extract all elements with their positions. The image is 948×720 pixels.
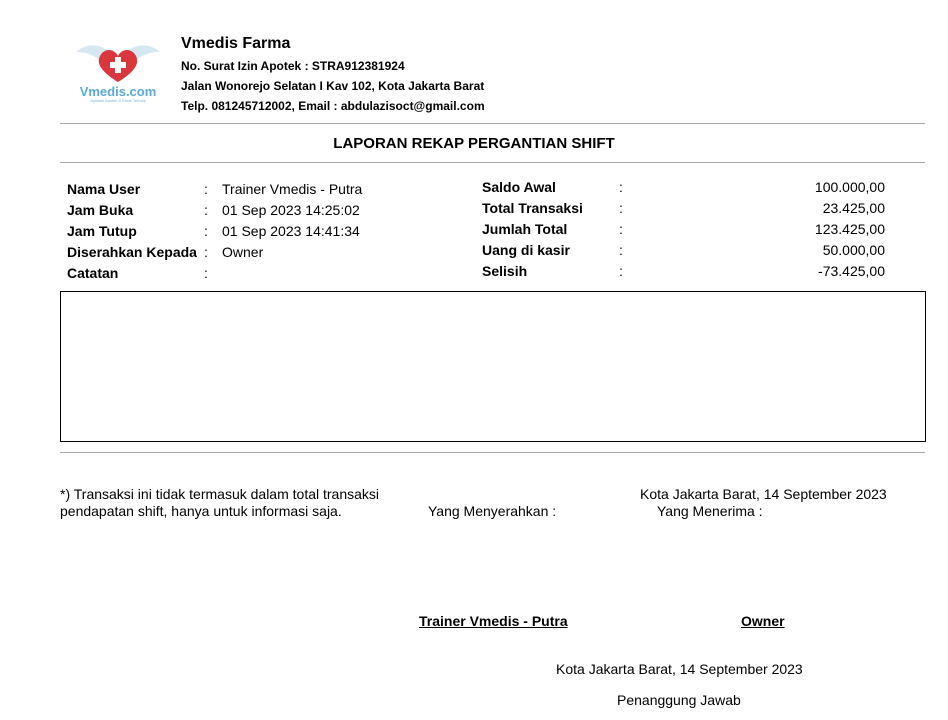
field-colon: : (619, 263, 623, 279)
handover-label: Yang Menyerahkan : (428, 503, 557, 519)
handover-signature-name: Trainer Vmedis - Putra (419, 613, 568, 629)
logo-text: Vmedis.com (79, 84, 157, 99)
field-value-jumlah-total: 123.425,00 (814, 221, 885, 237)
field-label-saldo-awal: Saldo Awal (482, 179, 556, 195)
report-title: LAPORAN REKAP PERGANTIAN SHIFT (333, 135, 615, 152)
header-divider (60, 123, 925, 124)
field-value-uang-di-kasir: 50.000,00 (822, 242, 885, 258)
notes-box (60, 291, 926, 442)
field-colon: : (619, 179, 623, 195)
field-value-jam-buka: 01 Sep 2023 14:25:02 (222, 202, 360, 218)
place-date-2: Kota Jakarta Barat, 14 September 2023 (556, 661, 803, 677)
field-value-selisih: -73.425,00 (818, 263, 885, 279)
field-colon: : (619, 200, 623, 216)
field-value-diserahkan-kepada: Owner (222, 244, 264, 260)
license-number: No. Surat Izin Apotek : STRA912381924 (181, 59, 405, 73)
field-colon: : (204, 202, 208, 218)
title-divider (60, 162, 925, 163)
field-label-jam-tutup: Jam Tutup (67, 223, 137, 239)
footnote-line-1: *) Transaksi ini tidak termasuk dalam total transaksi (60, 486, 380, 502)
footer-divider (60, 452, 925, 453)
company-address: Jalan Wonorejo Selatan I Kav 102, Kota Jakarta Barat (181, 79, 485, 93)
field-value-saldo-awal: 100.000,00 (814, 179, 885, 195)
field-label-catatan: Catatan (67, 265, 119, 281)
field-colon: : (619, 221, 623, 237)
company-name: Vmedis Farma (181, 35, 291, 52)
field-label-selisih: Selisih (482, 263, 528, 279)
field-value-jam-tutup: 01 Sep 2023 14:41:34 (222, 223, 360, 239)
field-colon: : (619, 242, 623, 258)
field-colon: : (204, 223, 208, 239)
footnote-line-2: pendapatan shift, hanya untuk informasi saja. (60, 503, 342, 519)
company-contact: Telp. 081245712002, Email : abdulazisoct@gmail.com (181, 99, 485, 113)
field-colon: : (204, 265, 208, 281)
field-value-nama-user: Trainer Vmedis - Putra (222, 181, 363, 197)
place-date: Kota Jakarta Barat, 14 September 2023 (640, 486, 887, 502)
responsible-label: Penanggung Jawab (617, 692, 741, 708)
field-value-total-transaksi: 23.425,00 (822, 200, 885, 216)
field-colon: : (204, 181, 208, 197)
field-colon: : (204, 244, 208, 260)
logo-tagline: Aplikasi Apotek & Klinik Terbaik (90, 98, 146, 103)
field-label-jumlah-total: Jumlah Total (482, 221, 568, 237)
field-label-jam-buka: Jam Buka (67, 202, 134, 218)
field-label-diserahkan-kepada: Diserahkan Kepada (67, 244, 197, 260)
receiver-label: Yang Menerima : (657, 503, 763, 519)
field-label-nama-user: Nama User (67, 181, 141, 197)
field-label-total-transaksi: Total Transaksi (482, 200, 583, 216)
field-label-uang-di-kasir: Uang di kasir (482, 242, 570, 258)
receiver-signature-name: Owner (741, 613, 785, 629)
